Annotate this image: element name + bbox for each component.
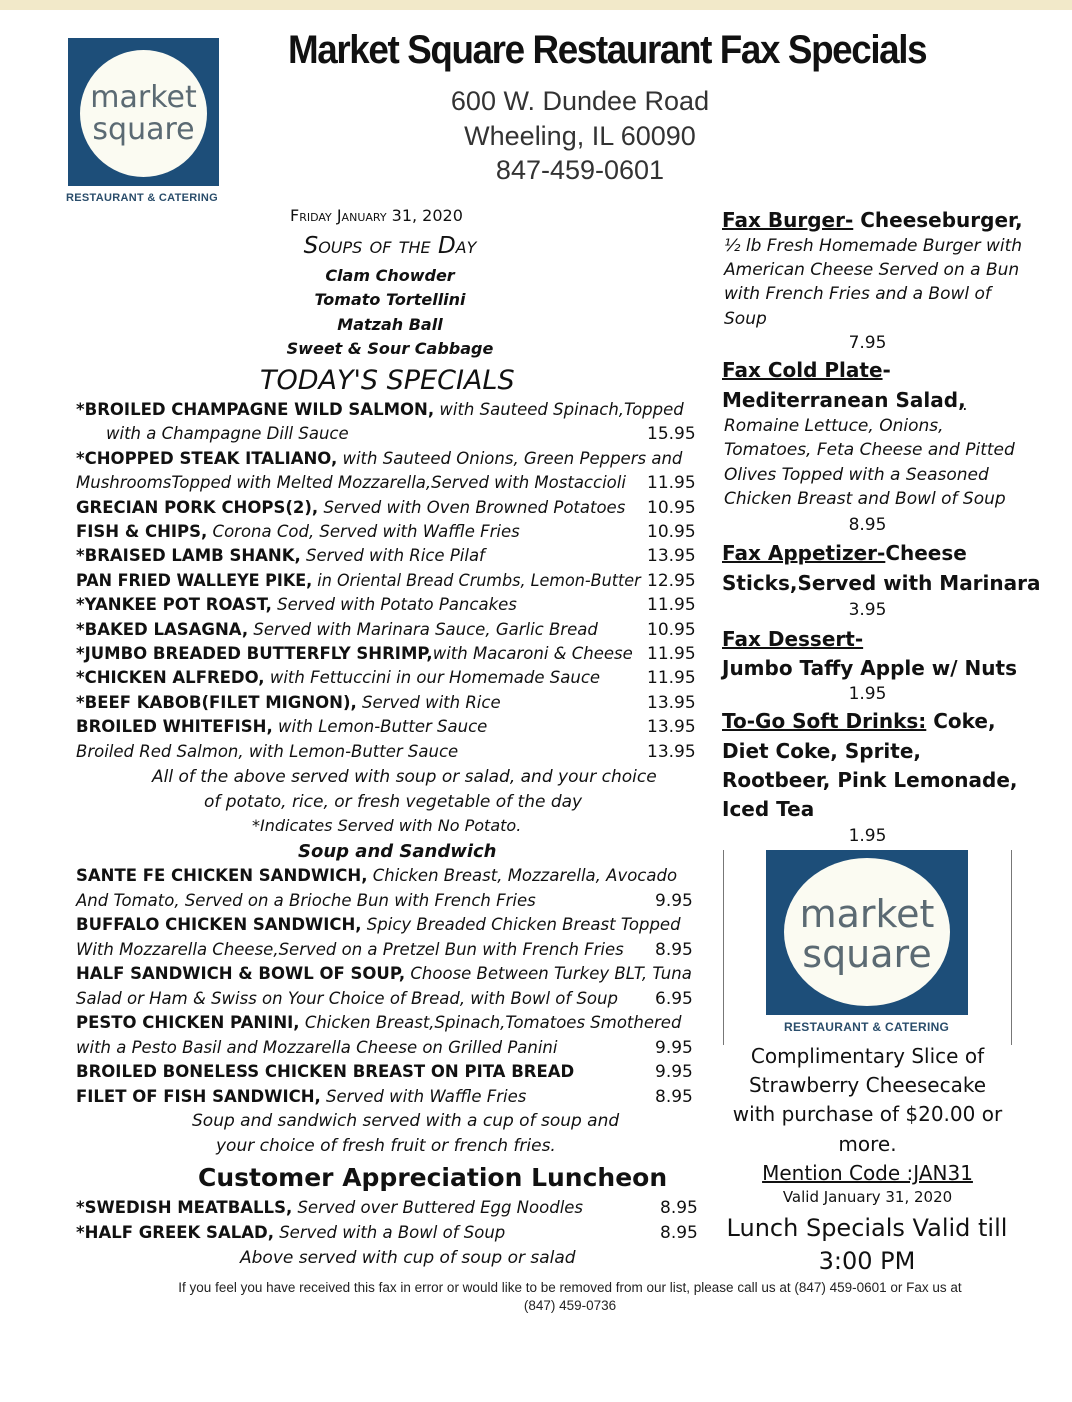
promo-logo-circle bbox=[784, 858, 950, 1006]
soup-item: Clam Chowder bbox=[325, 266, 455, 285]
fax-appetizer bbox=[722, 541, 967, 565]
promo-logo-word-market: market bbox=[799, 892, 935, 936]
promo-text: Strawberry Cheesecake bbox=[748, 1073, 987, 1097]
promo-code: Mention Code :JAN31 bbox=[762, 1161, 973, 1185]
specials-note: of potato, rice, or fresh vegetable of the day bbox=[204, 792, 583, 812]
menu-item-description: with Sauteed Onions, Green Peppers and bbox=[337, 448, 683, 468]
menu-item-description: MushroomsTopped with Melted Mozzarella,Served with Mostaccioli bbox=[76, 473, 626, 493]
fax-cold-plate-desc: Olives Topped with a Seasoned bbox=[724, 465, 989, 485]
menu-item-name: SANTE FE CHICKEN SANDWICH, bbox=[76, 866, 368, 885]
fax-burger-name: Cheeseburger, bbox=[853, 208, 1023, 232]
menu-item-name: *CHOPPED STEAK ITALIANO, bbox=[76, 448, 338, 468]
menu-item-description: Served with Oven Browned Potatoes bbox=[318, 497, 626, 517]
fax-appetizer-desc: Sticks,Served with Marinara bbox=[722, 571, 1041, 595]
soft-drinks-first: Coke, bbox=[926, 709, 996, 733]
specials-note: All of the above served with soup or salad, and your choice bbox=[152, 767, 657, 787]
lunch-valid-time: 3:00 PM bbox=[818, 1247, 916, 1275]
fax-cold-plate-name bbox=[722, 388, 966, 412]
todays-specials-heading: TODAY'S SPECIALS bbox=[260, 365, 515, 396]
specials-note: *Indicates Served with No Potato. bbox=[252, 816, 522, 835]
fax-burger bbox=[722, 208, 1023, 232]
menu-item-price: 9.95 bbox=[655, 890, 693, 911]
menu-item-name: FISH & CHIPS, bbox=[76, 522, 208, 541]
menu-item-price: 8.95 bbox=[655, 939, 693, 960]
soft-drinks bbox=[722, 709, 996, 733]
soft-drinks-price: 1.95 bbox=[848, 826, 887, 846]
menu-item-price: 15.95 bbox=[647, 424, 696, 445]
menu-item-price: 9.95 bbox=[655, 1037, 693, 1058]
menu-item-price: 12.95 bbox=[647, 570, 696, 591]
sandwich-row bbox=[76, 891, 536, 910]
menu-item-description: Choose Between Turkey BLT, Tuna bbox=[405, 964, 692, 983]
fax-cold-plate-comma: , bbox=[958, 388, 966, 412]
special-row bbox=[76, 742, 458, 761]
fax-cold-plate-desc: Chicken Breast and Bowl of Soup bbox=[724, 489, 1006, 509]
menu-item-name: *BRAISED LAMB SHANK, bbox=[76, 546, 301, 566]
menu-item-description: with Macaroni & Cheese bbox=[432, 644, 633, 663]
sandwich-row bbox=[76, 866, 677, 885]
menu-item-price: 9.95 bbox=[655, 1062, 693, 1082]
menu-item-price: 8.95 bbox=[660, 1198, 698, 1218]
fax-appetizer-title: Fax Appetizer- bbox=[722, 541, 886, 565]
menu-item-description: Served over Buttered Egg Noodles bbox=[292, 1198, 584, 1217]
fax-cold-plate bbox=[722, 358, 891, 382]
menu-item-price: 10.95 bbox=[647, 619, 696, 640]
sandwich-note: Soup and sandwich served with a cup of soup and bbox=[192, 1111, 620, 1131]
fax-burger-title: Fax Burger- bbox=[722, 208, 854, 232]
fax-dessert-title: Fax Dessert- bbox=[722, 627, 864, 651]
logo-circle bbox=[80, 50, 207, 177]
menu-item-name: *HALF GREEK SALAD, bbox=[76, 1222, 274, 1242]
menu-item-name: HALF SANDWICH & BOWL OF SOUP, bbox=[76, 964, 406, 983]
special-row bbox=[76, 449, 682, 468]
menu-item-price: 10.95 bbox=[647, 497, 696, 518]
fax-dessert-desc: Jumbo Taffy Apple w/ Nuts bbox=[722, 656, 1017, 680]
luncheon-heading: Customer Appreciation Luncheon bbox=[198, 1163, 668, 1192]
menu-item-name: FILET OF FISH SANDWICH, bbox=[76, 1086, 321, 1106]
menu-item-price: 13.95 bbox=[647, 692, 696, 713]
menu-item-price: 11.95 bbox=[647, 473, 696, 494]
logo-word-market: market bbox=[90, 80, 197, 115]
address-street: 600 W. Dundee Road bbox=[450, 86, 710, 116]
sandwich-row bbox=[76, 940, 624, 959]
menu-item-description: Served with Potato Pancakes bbox=[271, 595, 517, 615]
fax-dessert-price: 1.95 bbox=[848, 684, 887, 704]
sandwich-row bbox=[76, 915, 681, 934]
special-row bbox=[76, 546, 485, 565]
menu-item-description: Served with Waffle Fries bbox=[320, 1086, 527, 1106]
fax-burger-price: 7.95 bbox=[848, 333, 887, 353]
page-title: Market Square Restaurant Fax Specials bbox=[288, 28, 927, 72]
menu-item-price: 6.95 bbox=[655, 988, 693, 1009]
address-city: Wheeling, IL 60090 bbox=[464, 121, 696, 151]
fax-cold-plate-dash: - bbox=[882, 358, 891, 382]
menu-item-description: with a Pesto Basil and Mozzarella Cheese on Grilled Panini bbox=[76, 1037, 558, 1057]
luncheon-row bbox=[76, 1198, 583, 1217]
promo-text: with purchase of $20.00 or bbox=[732, 1102, 1003, 1126]
fax-cold-plate-dish: Mediterranean Salad bbox=[722, 388, 959, 412]
special-row bbox=[76, 498, 625, 517]
menu-item-name: GRECIAN PORK CHOPS(2), bbox=[76, 497, 319, 517]
menu-item-name: PESTO CHICKEN PANINI, bbox=[76, 1013, 300, 1032]
menu-item-name: *SWEDISH MEATBALLS, bbox=[76, 1198, 293, 1217]
menu-item-name: *BAKED LASAGNA, bbox=[76, 619, 249, 639]
promo-text: more. bbox=[838, 1132, 897, 1156]
promo-border-right bbox=[1011, 850, 1012, 1045]
menu-item-description: Spicy Breaded Chicken Breast Topped bbox=[361, 915, 681, 934]
logo-word-square: square bbox=[92, 112, 195, 147]
fax-cold-plate-price: 8.95 bbox=[848, 515, 887, 535]
menu-item-price: 13.95 bbox=[647, 717, 696, 738]
special-row bbox=[76, 644, 633, 663]
promo-valid-date: Valid January 31, 2020 bbox=[782, 1188, 953, 1206]
fax-burger-desc: ½ lb Fresh Homemade Burger with bbox=[724, 236, 1023, 256]
menu-item-description: with Fettuccini in our Homemade Sauce bbox=[264, 668, 601, 688]
menu-item-description: Chicken Breast, Mozzarella, Avocado bbox=[367, 866, 678, 885]
fax-appetizer-price: 3.95 bbox=[848, 600, 887, 620]
special-row bbox=[76, 400, 684, 419]
promo-border-left bbox=[723, 850, 724, 1045]
phone-number: 847-459-0601 bbox=[495, 155, 665, 185]
menu-item-name: *YANKEE POT ROAST, bbox=[76, 595, 272, 615]
logo-tagline: RESTAURANT & CATERING bbox=[66, 192, 218, 204]
soup-item: Tomato Tortellini bbox=[314, 290, 466, 309]
promo-logo-tagline: RESTAURANT & CATERING bbox=[784, 1020, 950, 1034]
menu-item-description: Served with Rice Pilaf bbox=[300, 546, 485, 566]
sandwich-note: your choice of fresh fruit or french fries. bbox=[216, 1136, 556, 1156]
fax-burger-desc: American Cheese Served on a Bun bbox=[724, 260, 1020, 280]
soft-drinks-title: To-Go Soft Drinks: bbox=[722, 709, 927, 733]
special-row bbox=[76, 424, 349, 443]
footer-note: If you feel you have received this fax in error or would like to be removed from our list, please call us at (847) 459-0601 or Fax us at bbox=[178, 1280, 962, 1295]
footer-fax: (847) 459-0736 bbox=[523, 1298, 617, 1313]
sandwich-row bbox=[76, 1038, 557, 1057]
menu-item-description: with Sauteed Spinach,Topped bbox=[434, 400, 684, 419]
lunch-valid: Lunch Specials Valid till bbox=[726, 1214, 1008, 1242]
menu-item-price: 8.95 bbox=[660, 1222, 698, 1243]
promo-logo-word-square: square bbox=[802, 932, 932, 976]
sandwich-row bbox=[76, 1087, 526, 1106]
page-top-edge bbox=[0, 0, 1072, 10]
special-row bbox=[76, 693, 501, 712]
logo bbox=[68, 38, 219, 186]
soup-item: Matzah Ball bbox=[337, 315, 443, 334]
menu-item-price: 8.95 bbox=[655, 1086, 693, 1107]
menu-item-name: *JUMBO BREADED BUTTERFLY SHRIMP, bbox=[76, 644, 433, 663]
menu-item-name: *BROILED CHAMPAGNE WILD SALMON, bbox=[76, 400, 435, 419]
luncheon-note: Above served with cup of soup or salad bbox=[240, 1248, 576, 1268]
menu-item-name: PAN FRIED WALLEYE PIKE, bbox=[76, 570, 313, 590]
soups-heading: Soups of the Day bbox=[303, 233, 477, 259]
promo-text: Complimentary Slice of bbox=[750, 1044, 985, 1068]
special-row bbox=[76, 473, 626, 492]
promo-logo bbox=[766, 850, 968, 1015]
menu-item-price: 11.95 bbox=[647, 595, 696, 616]
menu-item-description: Corona Cod, Served with Waffle Fries bbox=[207, 522, 520, 541]
menu-item-description: With Mozzarella Cheese,Served on a Pretzel Bun with French Fries bbox=[76, 939, 624, 959]
soup-item: Sweet & Sour Cabbage bbox=[286, 339, 494, 358]
fax-appetizer-name: Cheese bbox=[885, 541, 967, 565]
menu-item-description: And Tomato, Served on a Brioche Bun with French Fries bbox=[76, 890, 536, 910]
menu-item-description: Chicken Breast,Spinach,Tomatoes Smothered bbox=[299, 1013, 682, 1032]
fax-cold-plate-title: Fax Cold Plate bbox=[722, 358, 883, 382]
special-row bbox=[76, 668, 600, 687]
fax-cold-plate-desc: Tomatoes, Feta Cheese and Pitted bbox=[724, 440, 1015, 460]
menu-item-description: with Lemon-Butter Sauce bbox=[272, 717, 488, 737]
menu-item-name: *BEEF KABOB(FILET MIGNON), bbox=[76, 692, 357, 712]
menu-item-price: 13.95 bbox=[647, 546, 696, 567]
soft-drinks-list: Rootbeer, Pink Lemonade, bbox=[722, 768, 1018, 792]
special-row bbox=[76, 620, 598, 639]
soft-drinks-list: Iced Tea bbox=[722, 797, 815, 821]
menu-item-description: Broiled Red Salmon, with Lemon-Butter Sauce bbox=[76, 741, 459, 761]
menu-item-description: Salad or Ham & Swiss on Your Choice of Bread, with Bowl of Soup bbox=[76, 988, 618, 1008]
menu-item-name: BROILED BONELESS CHICKEN BREAST ON PITA BREAD bbox=[76, 1062, 575, 1081]
fax-burger-desc: with French Fries and a Bowl of bbox=[724, 284, 991, 304]
menu-item-description: with a Champagne Dill Sauce bbox=[106, 424, 349, 444]
menu-date: Friday January 31, 2020 bbox=[290, 206, 463, 225]
sandwich-row bbox=[76, 964, 692, 983]
fax-cold-plate-desc: Romaine Lettuce, Onions, bbox=[724, 416, 944, 436]
fax-burger-desc: Soup bbox=[724, 309, 767, 329]
sandwich-row bbox=[76, 989, 618, 1008]
soft-drinks-list: Diet Coke, Sprite, bbox=[722, 739, 922, 763]
menu-item-description: in Oriental Bread Crumbs, Lemon-Butter bbox=[312, 570, 641, 590]
sandwich-row bbox=[76, 1013, 681, 1032]
special-row bbox=[76, 571, 641, 590]
sandwich-row bbox=[76, 1062, 574, 1081]
menu-item-price: 13.95 bbox=[647, 741, 696, 762]
menu-item-price: 11.95 bbox=[647, 644, 696, 664]
special-row bbox=[76, 717, 487, 736]
special-row bbox=[76, 522, 520, 541]
soup-sandwich-heading: Soup and Sandwich bbox=[298, 841, 497, 862]
menu-item-name: BUFFALO CHICKEN SANDWICH, bbox=[76, 915, 362, 934]
luncheon-row bbox=[76, 1223, 505, 1242]
menu-item-description: Served with Rice bbox=[356, 692, 501, 712]
menu-item-price: 11.95 bbox=[647, 668, 696, 689]
menu-item-name: *CHICKEN ALFREDO, bbox=[76, 668, 265, 688]
menu-item-description: Served with Marinara Sauce, Garlic Bread bbox=[248, 619, 598, 639]
menu-item-price: 10.95 bbox=[647, 522, 696, 542]
menu-item-description: Served with a Bowl of Soup bbox=[273, 1222, 506, 1242]
special-row bbox=[76, 595, 517, 614]
menu-item-name: BROILED WHITEFISH, bbox=[76, 717, 273, 737]
